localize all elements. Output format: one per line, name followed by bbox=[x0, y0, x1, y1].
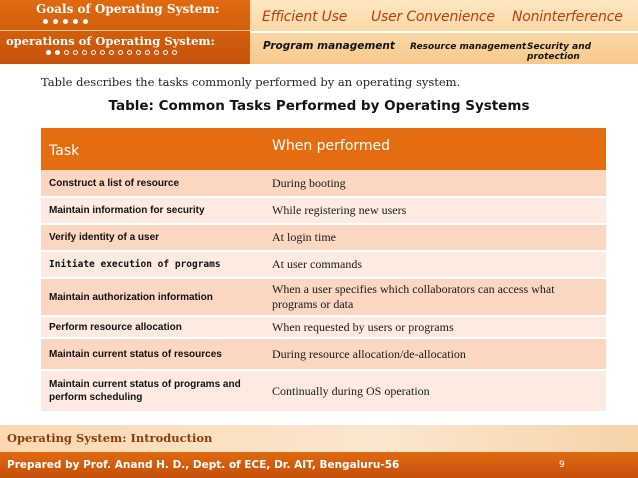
operations-progress-dots bbox=[46, 50, 177, 55]
when-cell: When requested by users or programs bbox=[272, 319, 454, 334]
task-cell: Construct a list of resource bbox=[49, 177, 180, 189]
header-title-panel bbox=[0, 0, 250, 64]
operation-program-management: Program management bbox=[263, 40, 395, 52]
progress-dot-empty bbox=[109, 50, 114, 55]
section-footer bbox=[0, 425, 638, 452]
table-row bbox=[41, 170, 606, 198]
progress-dot-filled bbox=[63, 19, 68, 24]
table-header-row bbox=[41, 128, 606, 170]
page-number: 9 bbox=[559, 460, 565, 470]
progress-dot-empty bbox=[154, 50, 159, 55]
table-row bbox=[41, 198, 606, 225]
progress-dot-empty bbox=[136, 50, 141, 55]
task-cell: Verify identity of a user bbox=[49, 232, 160, 243]
progress-dot-empty bbox=[82, 50, 87, 55]
when-cell: Continually during OS operation bbox=[272, 383, 430, 398]
goals-title-row bbox=[0, 0, 250, 31]
progress-dot-empty bbox=[172, 50, 177, 55]
progress-dot-empty bbox=[145, 50, 150, 55]
when-cell: During resource allocation/de-allocation bbox=[272, 346, 466, 361]
column-header-when: When performed bbox=[272, 138, 391, 154]
progress-dot-empty bbox=[163, 50, 168, 55]
progress-dot-filled bbox=[46, 50, 51, 55]
progress-dot-filled bbox=[55, 50, 60, 55]
goal-user-convenience: User Convenience bbox=[371, 9, 495, 25]
credit-footer bbox=[0, 452, 638, 478]
goal-noninterference: Noninterference bbox=[512, 9, 623, 25]
slide-header bbox=[0, 0, 638, 64]
task-cell: Maintain authorization information bbox=[49, 291, 213, 303]
table-row bbox=[41, 279, 606, 317]
table-row bbox=[41, 225, 606, 252]
task-cell: Maintain current status of programs and perform scheduling bbox=[49, 379, 241, 403]
task-cell: Maintain current status of resources bbox=[49, 348, 222, 360]
column-header-task: Task bbox=[49, 143, 80, 159]
progress-dot-empty bbox=[100, 50, 105, 55]
when-cell: At user commands bbox=[272, 257, 362, 271]
progress-dot-empty bbox=[127, 50, 132, 55]
header-divider bbox=[250, 31, 638, 33]
progress-dot-filled bbox=[53, 19, 58, 24]
operation-resource-management: Resource management bbox=[410, 42, 527, 52]
author-credit: Prepared by Prof. Anand H. D., Dept. of ECE, Dr. AIT, Bengaluru-56 bbox=[7, 459, 400, 471]
when-cell: At login time bbox=[272, 230, 336, 244]
table-row bbox=[41, 317, 606, 339]
goals-progress-dots bbox=[43, 19, 88, 24]
table-row bbox=[41, 371, 606, 411]
task-cell: Initiate execution of programs bbox=[49, 259, 221, 270]
when-cell: During booting bbox=[272, 175, 346, 190]
table-row bbox=[41, 252, 606, 279]
goal-efficient-use: Efficient Use bbox=[262, 9, 348, 25]
task-cell: Maintain information for security bbox=[49, 205, 205, 216]
when-cell: When a user specifies which collaborators can access what programs or data bbox=[272, 282, 555, 311]
table-title: Table: Common Tasks Performed by Operating Systems bbox=[108, 98, 530, 114]
task-cell: Perform resource allocation bbox=[49, 321, 182, 333]
when-cell: While registering new users bbox=[272, 203, 407, 217]
section-title: Operating System: Introduction bbox=[7, 431, 213, 445]
goals-title: Goals of Operating System: bbox=[36, 2, 220, 16]
progress-dot-filled bbox=[73, 19, 78, 24]
progress-dot-filled bbox=[83, 19, 88, 24]
intro-text: Table describes the tasks commonly performed by an operating system. bbox=[41, 75, 461, 89]
tasks-table bbox=[41, 128, 606, 411]
operation-security-protection: Security and protection bbox=[527, 42, 592, 62]
operations-title: operations of Operating System: bbox=[6, 34, 215, 48]
progress-dot-empty bbox=[118, 50, 123, 55]
header-topics-panel bbox=[250, 0, 638, 64]
progress-dot-filled bbox=[43, 19, 48, 24]
table-row bbox=[41, 339, 606, 371]
progress-dot-empty bbox=[64, 50, 69, 55]
progress-dot-empty bbox=[91, 50, 96, 55]
progress-dot-empty bbox=[73, 50, 78, 55]
